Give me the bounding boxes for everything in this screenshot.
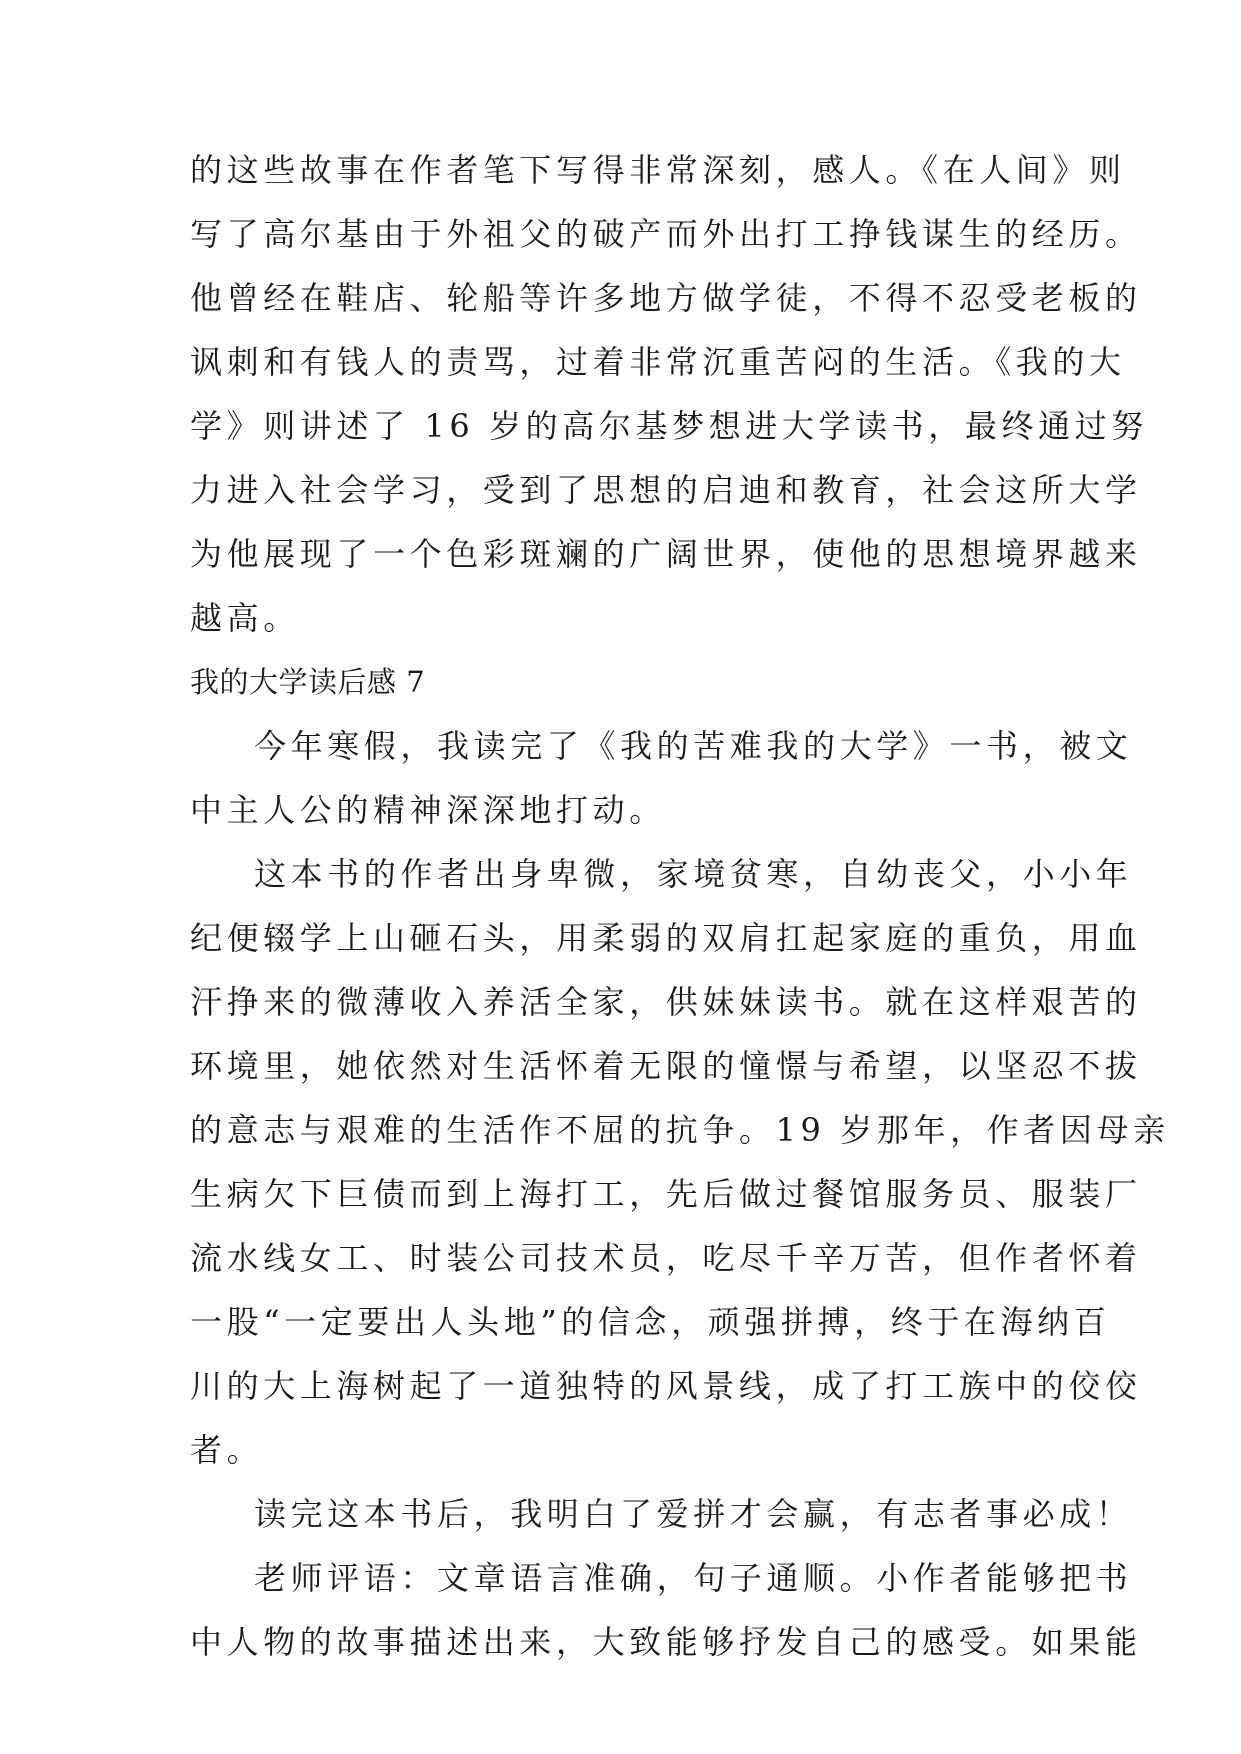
text-line: 为他展现了一个色彩斑斓的广阔世界，使他的思想境界越来 <box>190 535 1142 573</box>
text-line: 流水线女工、时装公司技术员，吃尽千辛万苦，但作者怀着 <box>190 1239 1142 1277</box>
text-line: 环境里，她依然对生活怀着无限的憧憬与希望，以坚忍不拔 <box>190 1047 1142 1085</box>
text-line: 写了高尔基由于外祖父的破产而外出打工挣钱谋生的经历。 <box>190 215 1142 253</box>
text-line: 川的大上海树起了一道独特的风景线，成了打工族中的佼佼 <box>190 1367 1142 1405</box>
text-line: 力进入社会学习，受到了思想的启迪和教育，社会这所大学 <box>190 471 1142 509</box>
paragraph-first-line: 读完这本书后，我明白了爱拼才会赢，有志者事必成！ <box>254 1495 1133 1533</box>
text-line: 生病欠下巨债而到上海打工，先后做过餐馆服务员、服装厂 <box>190 1175 1142 1213</box>
text-line: 他曾经在鞋店、轮船等许多地方做学徒，不得不忍受老板的 <box>190 279 1142 317</box>
text-line: 一股“一定要出人头地”的信念，顽强拼搏，终于在海纳百 <box>190 1303 1111 1341</box>
text-line: 者。 <box>190 1431 264 1469</box>
text-line: 纪便辍学上山砸石头，用柔弱的双肩扛起家庭的重负，用血 <box>190 919 1142 957</box>
section-heading: 我的大学读后感 7 <box>190 665 426 699</box>
text-line: 的这些故事在作者笔下写得非常深刻，感人。《在人间》则 <box>190 151 1126 189</box>
text-line: 汗挣来的微薄收入养活全家，供妹妹读书。就在这样艰苦的 <box>190 983 1142 1021</box>
text-line: 中人物的故事描述出来，大致能够抒发自己的感受。如果能 <box>190 1623 1142 1661</box>
text-line: 中主人公的精神深深地打动。 <box>190 791 666 829</box>
text-line: 越高。 <box>190 599 300 637</box>
text-line: 的意志与艰难的生活作不屈的抗争。19 岁那年，作者因母亲 <box>190 1111 1170 1149</box>
paragraph-first-line: 今年寒假，我读完了《我的苦难我的大学》一书，被文 <box>254 727 1133 765</box>
paragraph-first-line: 老师评语：文章语言准确，句子通顺。小作者能够把书 <box>254 1559 1133 1597</box>
text-line: 讽刺和有钱人的责骂，过着非常沉重苦闷的生活。《我的大 <box>190 343 1126 381</box>
text-line: 学》则讲述了 16 岁的高尔基梦想进大学读书，最终通过努 <box>190 407 1148 445</box>
paragraph-first-line: 这本书的作者出身卑微，家境贫寒，自幼丧父，小小年 <box>254 855 1133 893</box>
